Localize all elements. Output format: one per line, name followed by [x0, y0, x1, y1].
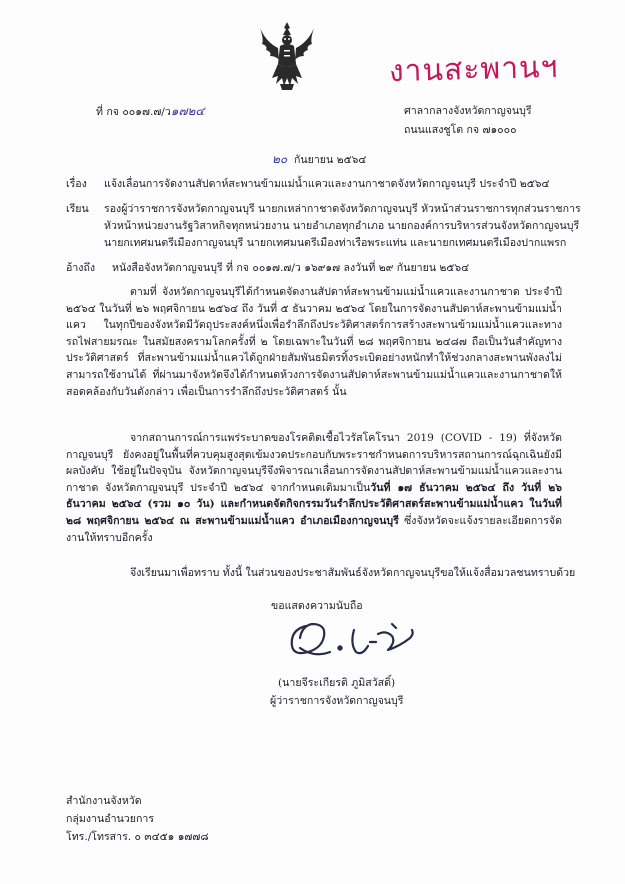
- recipient-line2: หัวหน้าหน่วยงานรัฐวิสาหกิจทุกหน่วยงาน นายอำเภอทุกอำเภอ นายกองค์การบริหารส่วนจังหวัดกาญจนบุรี: [104, 220, 580, 232]
- document-number-handwritten: ๑๗๒๔: [170, 104, 205, 118]
- department-stamp: งานสะพานฯ: [388, 49, 559, 90]
- body-paragraph-2-intro: จากสถานการณ์การแพร่ระบาดของโรคติดเชื้อไวรัสโคโรนา 2019 (COVID - 19) ที่จังหวัดกาญจนบุรี ยังคงอยู่ในพื้นที่ควบคุมสูงสุดเข้มงวดประกอบกับพระราชกำหนดการบริหารสถานการณ์ฉุกเฉินยังมีผลบังคับ ใช้อยู่ในปัจจุบัน จังหวัดกาญจนบุรีจึงพิจารณาเลื่อนการจัดงานสัปดาห์สะพานข้ามแม่น้ำแควและงานกาชาด จังหวัดกาญจนบุรี ประจำปี ๒๕๖๔ จากกำหนดเดิมมาเป็น: [66, 432, 562, 494]
- date-month-year: กันยายน ๒๕๖๔: [293, 154, 367, 166]
- date-day-handwritten: ๒๐: [272, 152, 288, 166]
- signature-icon: [282, 612, 432, 670]
- recipient-label: เรียน: [66, 203, 89, 215]
- signer-name: (นายจีระเกียรติ ภูมิสวัสดิ์): [278, 677, 396, 689]
- document-date: [272, 152, 366, 168]
- reference-label: อ้างถึง: [66, 262, 96, 274]
- office-line2: กลุ่มงานอำนวยการ: [66, 813, 155, 825]
- body-paragraph-2: [66, 430, 562, 548]
- body-paragraph-1: ตามที่ จังหวัดกาญจนบุรีได้กำหนดจัดงานสัปดาห์สะพานข้ามแม่น้ำแควและงานกาชาด ประจำปี ๒๕๖๔ ในวันที่ ๒๖ พฤศจิกายน ๒๕๖๔ ถึง วันที่ ๕ ธันวาคม ๒๕๖๔ โดยในการจัดงานสัปดาห์สะพานข้ามแม่น้ำแคว ในทุกปีของจังหวัดมีวัตถุประสงค์หนึ่งเพื่อรำลึกถึงประวัติศาสตร์การสร้างสะพานข้ามแม่น้ำแควและทางรถไฟสายมรณะ ในสมัยสงครามโลกครั้งที่ ๒ โดยเฉพาะในวันที่ ๒๘ พฤศจิกายน ๒๔๘๗ ถือเป็นวันสำคัญทางประวัติศาสตร์ ที่สะพานข้ามแม่น้ำแควได้ถูกฝ่ายสัมพันธมิตรทิ้งระเบิดอย่างหนักทำให้ช่วงกลางสะพานพังลงไม่สามารถใช้งานได้ ที่ผ่านมาจังหวัดจึงได้กำหนดห้วงการจัดงานสัปดาห์สะพานข้ามแม่น้ำแควและงานกาชาดให้สอดคล้องกับวันดังกล่าว เพื่อเป็นการรำลึกถึงประวัติศาสตร์ นั้น: [66, 286, 562, 398]
- subject-label: เรื่อง: [66, 178, 87, 190]
- signer-title: ผู้ว่าราชการจังหวัดกาญจนบุรี: [270, 695, 404, 707]
- body-paragraph-3: จึงเรียนมาเพื่อทราบ ทั้งนี้ ในส่วนของประชาสัมพันธ์จังหวัดกาญจนบุรีขอให้แจ้งสื่อมวลชนทราบด้วย: [130, 567, 576, 579]
- body-paragraph-2-highlight: วันที่ ๑๗ ธันวาคม ๒๕๖๔ ถึง วันที่ ๒๖ ธันวาคม ๒๕๖๔ (รวม ๑๐ วัน) และกำหนดจัดกิจกรรมวันรำลึกประวัติศาสตร์สะพานข้ามแม่น้ำแคว ในวันที่ ๒๘ พฤศจิกายน ๒๕๖๔ ณ สะพานข้ามแม่น้ำแคว อำเภอเมืองกาญจนบุรี: [66, 481, 562, 527]
- sender-address-line2: ถนนแสงชูโต กจ ๗๑๐๐๐: [404, 124, 517, 136]
- document-number: [96, 104, 204, 120]
- reference-text: หนังสือจังหวัดกาญจนบุรี ที่ กจ ๐๐๑๗.๗/ว ๑๖๙๑๗ ลงวันที่ ๒๙ กันยายน ๒๕๖๔: [112, 262, 470, 274]
- office-phone: โทร./โทรสาร. ๐ ๓๔๕๑ ๑๗๗๘: [66, 831, 209, 843]
- recipient-line3: นายกเทศมนตรีเมืองกาญจนบุรี นายกเทศมนตรีเมืองท่าเรือพระแท่น และนายกเทศมนตรีเมืองปากแพรก: [104, 237, 567, 249]
- closing-phrase: ขอแสดงความนับถือ: [271, 600, 363, 612]
- sender-address-line1: ศาลากลางจังหวัดกาญจนบุรี: [404, 105, 532, 117]
- garuda-emblem-icon: [258, 20, 316, 92]
- office-line1: สำนักงานจังหวัด: [66, 795, 142, 807]
- subject-text: แจ้งเลื่อนการจัดงานสัปดาห์สะพานข้ามแม่น้ำแควและงานกาชาดจังหวัดกาญจนบุรี ประจำปี ๒๕๖๔: [104, 178, 550, 190]
- document-number-printed: ที่ กจ ๐๐๑๗.๗/ว: [96, 106, 171, 118]
- recipient-line1: รองผู้ว่าราชการจังหวัดกาญจนบุรี นายกเหล่ากาชาดจังหวัดกาญจนบุรี หัวหน้าส่วนราชการทุกส่วนราชการ: [104, 203, 581, 215]
- body-paragraph-2-end: ซึ่งจังหวัดจะแจ้งรายละเอียดการจัดงานให้ทราบอีกครั้ง: [66, 514, 562, 544]
